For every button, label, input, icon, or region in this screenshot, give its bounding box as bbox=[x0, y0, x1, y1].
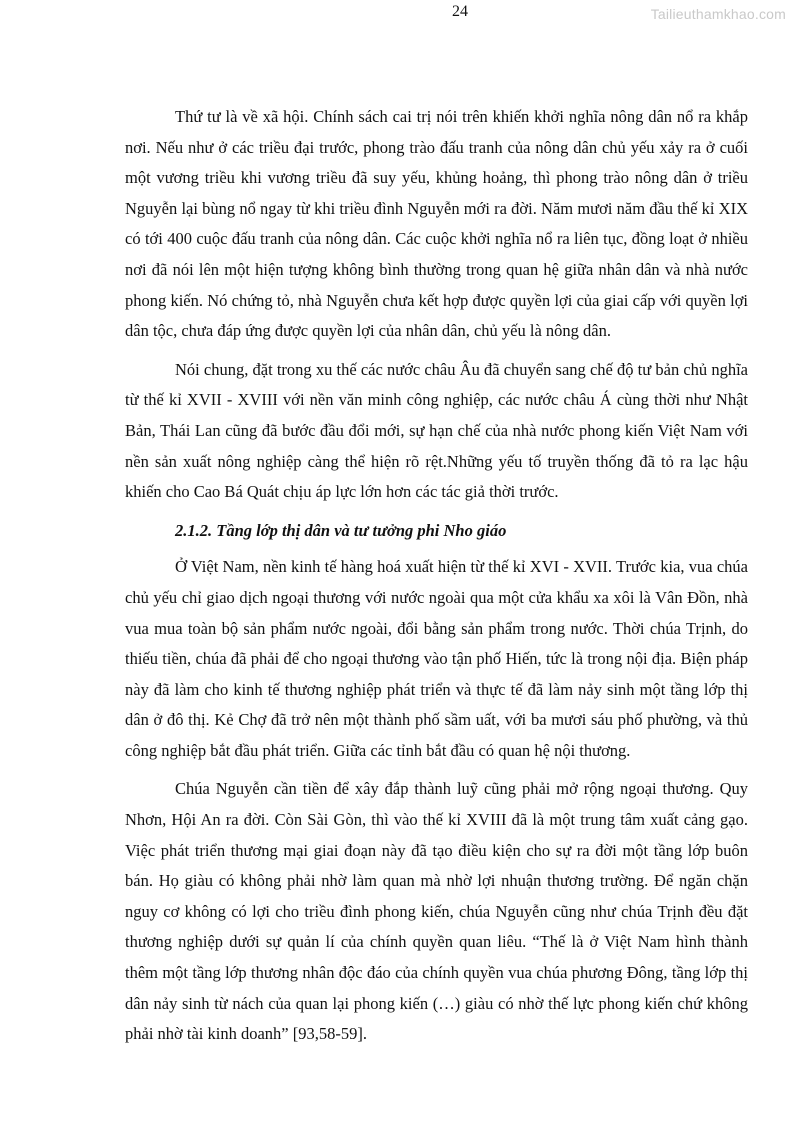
page-number: 24 bbox=[452, 3, 468, 20]
paragraph-nguyen-lords-trade: Chúa Nguyễn cần tiền để xây đắp thành luỹ cũng phải mở rộng ngoại thương. Quy Nhơn, Hội An ra đời. Còn Sài Gòn, thì vào thế kỉ XVIII đã là một trung tâm xuất cảng gạo. Việc phát triển thương mại giai đoạn này đã tạo điều kiện cho sự ra đời một tầng lớp buôn bán. Họ giàu có không phải nhờ làm quan mà nhờ lợi nhuận thương trường. Để ngăn chặn nguy cơ không có lợi cho triều đình phong kiến, chúa Nguyễn cũng như chúa Trịnh đều đặt thương nghiệp dưới sự quản lí của chính quyền quan liêu. “Thế là ở Việt Nam hình thành thêm một tầng lớp thương nhân độc đáo của chính quyền vua chúa phương Đông, tầng lớp thị dân nảy sinh từ nách của quan lại phong kiến (…) giàu có nhờ thế lực phong kiến chứ không phải nhờ tài kinh doanh” [93,58-59]. bbox=[125, 779, 748, 1044]
watermark: Tailieuthamkhao.com bbox=[650, 6, 786, 22]
paragraph-commodity-economy: Ở Việt Nam, nền kinh tế hàng hoá xuất hiện từ thế kỉ XVI - XVII. Trước kia, vua chúa chủ yếu chỉ giao dịch ngoại thương với nước ngoài qua một cửa khẩu xa xôi là Vân Đồn, nhà vua mua toàn bộ sản phẩm nước ngoài, đổi bằng sản phẩm trong nước. Thời chúa Trịnh, do thiếu tiền, chúa đã phải để cho ngoại thương vào tận phố Hiến, tức là trong nội địa. Biện pháp này đã làm cho kinh tế thương nghiệp phát triển và thực tế đã làm nảy sinh một tầng lớp thị dân ở đô thị. Kẻ Chợ đã trở nên một thành phố sầm uất, với ba mươi sáu phố phường, và thủ công nghiệp bắt đầu phát triển. Giữa các tỉnh bắt đầu có quan hệ nội thương. bbox=[125, 557, 748, 760]
document-body bbox=[125, 102, 748, 1058]
paragraph-general-context: Nói chung, đặt trong xu thế các nước châu Âu đã chuyển sang chế độ tư bản chủ nghĩa từ thế kỉ XVII - XVIII với nền văn minh công nghiệp, các nước châu Á cùng thời như Nhật Bản, Thái Lan cũng đã bước đầu đổi mới, sự hạn chế của nhà nước phong kiến Việt Nam với nền sản xuất nông nghiệp càng thể hiện rõ rệt.Những yếu tố truyền thống đã tỏ ra lạc hậu khiến cho Cao Bá Quát chịu áp lực lớn hơn các tác giả thời trước. bbox=[125, 359, 748, 502]
paragraph-social-factors: Thứ tư là về xã hội. Chính sách cai trị nói trên khiến khởi nghĩa nông dân nổ ra khắp nơi. Nếu như ở các triều đại trước, phong trào đấu tranh của nông dân chủ yếu xảy ra ở cuối một vương triều khi vương triều đã suy yếu, khủng hoảng, thì phong trào nông dân ở triều Nguyễn lại bùng nổ ngay từ khi triều đình Nguyễn mới ra đời. Năm mươi năm đầu thế kỉ XIX có tới 400 cuộc đấu tranh của nông dân. Các cuộc khởi nghĩa nổ ra liên tục, đồng loạt ở nhiều nơi đã nói lên một hiện tượng không bình thường trong quan hệ giữa nhân dân và nhà nước phong kiến. Nó chứng tỏ, nhà Nguyễn chưa kết hợp được quyền lợi của giai cấp với quyền lợi dân tộc, chưa đáp ứng được quyền lợi của nhân dân, chủ yếu là nông dân. bbox=[125, 107, 748, 341]
section-heading: 2.1.2. Tầng lớp thị dân và tư tưởng phi Nho giáo bbox=[175, 520, 507, 540]
